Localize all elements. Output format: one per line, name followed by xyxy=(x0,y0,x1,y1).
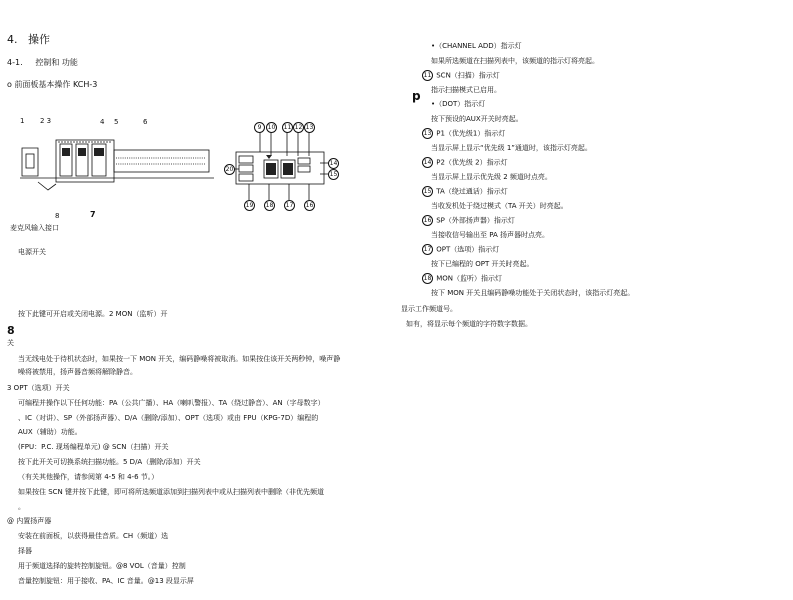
indicator-label: TA（绕过通话）指示灯 xyxy=(436,187,508,196)
mic-input-label: 麦克风输入接口 xyxy=(10,224,59,232)
callout-16: 16 xyxy=(305,202,314,209)
display-diagram xyxy=(224,120,344,210)
callout-9: 9 xyxy=(254,122,265,133)
callout-16-right: 16 xyxy=(423,217,432,224)
body-line: 、IC（对讲）、SP（外部扬声器）、D/A（删除/添加）、OPT（选项）或由 FPU（KPG-7D）编程的 xyxy=(18,414,319,422)
callout-20: 20 xyxy=(225,166,234,173)
fig-label-5: 5 xyxy=(114,118,119,126)
callout-13: 13 xyxy=(305,124,314,131)
p-mark: p xyxy=(412,89,421,103)
item-8-number: 8 xyxy=(7,324,15,337)
fig-label-4: 4 xyxy=(100,118,105,126)
callout-10: 10 xyxy=(267,124,276,131)
body-line: 噪将被禁用，扬声器音频将解除静音。 xyxy=(18,368,137,376)
callout-18-right: 18 xyxy=(423,275,432,282)
callout-17-right: 17 xyxy=(423,246,432,253)
callout-17: 17 xyxy=(285,202,294,209)
indicator-16-header xyxy=(422,215,515,226)
body-line: 按下此开关可切换系统扫描功能。5 D/A（删除/添加）开关 xyxy=(18,458,201,466)
power-switch-label: 电源开关 xyxy=(18,248,46,256)
indicator-15-header xyxy=(422,186,508,197)
callout-14: 14 xyxy=(329,160,338,167)
body-line: 音量控制旋钮：用于接收、PA、IC 音量。@13 段显示屏 xyxy=(18,577,194,585)
indicator-label: P2（优先级 2）指示灯 xyxy=(436,158,508,167)
callout-19: 19 xyxy=(245,202,254,209)
body-line: （有关其他操作，请参阅第 4-5 和 4-6 节。） xyxy=(18,473,159,481)
subsection-title: 4-1. 控制和 功能 xyxy=(7,58,78,67)
indicator-line: 指示扫描模式已启用。 xyxy=(431,86,501,94)
indicator-label: SP（外部扬声器）指示灯 xyxy=(436,216,515,225)
body-line: 当无线电处于待机状态时，如果按一下 MON 开关，编码静噪将被取消。如果按住该开关两秒钟，噪声静 xyxy=(18,355,341,363)
body-line: @ 内置扬声器 xyxy=(7,517,52,525)
indicator-18-header xyxy=(422,273,502,284)
indicator-line: 按下预设的AUX开关时亮起。 xyxy=(431,115,523,123)
body-line: (FPU：P.C. 现场编程单元) @ SCN（扫描）开关 xyxy=(18,443,169,451)
indicator-line: •（DOT）指示灯 xyxy=(431,100,486,108)
body-line: 用于频道选择的旋转控制旋钮。@8 VOL（音量）控制 xyxy=(18,562,186,570)
indicator-line: 按下已编程的 OPT 开关时亮起。 xyxy=(431,260,534,268)
body-line: 安装在前面板，以获得最佳音质。CH（频道）选 xyxy=(18,532,169,540)
callout-11: 11 xyxy=(283,124,292,131)
indicator-line: 当收发机处于绕过模式（TA 开关）时亮起。 xyxy=(431,202,568,210)
lcd-panel-drawing xyxy=(224,120,344,210)
body-line: 择器 xyxy=(18,547,32,555)
body-line: 可编程并操作以下任何功能：PA（公共广播）、HA（喇叭警报）、TA（绕过静音）、AN（字母数字） xyxy=(18,399,325,407)
indicator-17-header xyxy=(422,244,499,255)
body-line: 如果按住 SCN 键并按下此键，即可将所选频道添加到扫描列表中或从扫描列表中删除（非优先频道 xyxy=(18,488,325,496)
indicator-line: 如有，将显示每个频道的字符数字数据。 xyxy=(406,320,532,328)
power-switch-desc: 按下此键可开启或关闭电源。2 MON（监听）开 xyxy=(18,310,168,318)
indicator-label: P1（优先级1）指示灯 xyxy=(436,129,506,138)
callout-15: 15 xyxy=(329,171,338,178)
callout-18: 18 xyxy=(265,202,274,209)
indicator-14-header xyxy=(422,157,508,168)
indicator-label: OPT（选项）指示灯 xyxy=(436,245,500,254)
indicator-line: 当显示屏上显示优先级 2 频道时点亮。 xyxy=(431,173,552,181)
indicator-line: 按下 MON 开关且编码静噪功能处于关闭状态时，该指示灯亮起。 xyxy=(431,289,635,297)
callout-13-right: 13 xyxy=(423,130,432,137)
callout-15-right: 15 xyxy=(423,188,432,195)
indicator-line: 当显示屏上显示“优先级 1”通道时，该指示灯亮起。 xyxy=(431,144,592,152)
indicator-13-header xyxy=(422,128,505,139)
front-panel-diagram xyxy=(18,128,218,213)
indicator-11-header xyxy=(422,70,500,81)
indicator-label: SCN（扫描）指示灯 xyxy=(436,71,500,80)
indicator-label: MON（监听）指示灯 xyxy=(436,274,503,283)
fig-label-8: 8 xyxy=(55,212,60,220)
panel-title: o 前面板基本操作 KCH-3 xyxy=(7,80,98,89)
indicator-line: 当接收信号输出至 PA 扬声器时点亮。 xyxy=(431,231,550,239)
indicator-line: 显示工作频道号。 xyxy=(401,305,457,313)
body-line: AUX（辅助）功能。 xyxy=(18,428,82,436)
indicator-line: •（CHANNEL ADD）指示灯 xyxy=(431,42,522,50)
body-line: 3 OPT（选项）开关 xyxy=(7,384,70,392)
callout-12: 12 xyxy=(294,124,303,131)
fig-label-1: 1 xyxy=(20,117,25,125)
fig-label-7: 7 xyxy=(90,210,96,219)
section-title: 4. 操作 xyxy=(7,33,50,46)
fig-label-6: 6 xyxy=(143,118,148,126)
callout-11-right: 11 xyxy=(423,72,432,79)
callout-14-right: 14 xyxy=(423,159,432,166)
body-line: 。 xyxy=(18,503,25,511)
item-8-suffix: 关 xyxy=(7,339,14,347)
fig-label-2-3: 2 3 xyxy=(40,117,52,125)
indicator-line: 如果所选频道在扫描列表中，该频道的指示灯将亮起。 xyxy=(431,57,599,65)
